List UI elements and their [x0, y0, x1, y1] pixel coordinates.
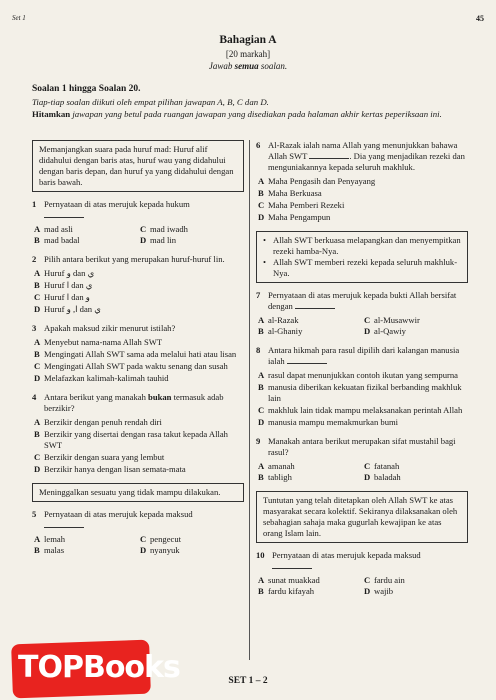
stimulus-box-3 — [256, 231, 468, 283]
question-7: 7 Pernyataan di atas merujuk kepada bukti Allah bersifat dengan — [256, 290, 457, 311]
option-b[interactable]: B manusia diberikan kekuatan fizikal berbanding makhluk lain — [258, 382, 462, 403]
question-4-options — [32, 417, 244, 475]
option-d[interactable]: D Maha Pengampun — [258, 212, 331, 222]
option-c[interactable]: C Maha Pemberi Rezeki — [258, 200, 345, 210]
bullet-item: • Allah SWT berkuasa melapangkan dan menyempitkan rezeki hamba-Nya. — [263, 235, 461, 256]
question-6-options — [256, 176, 468, 223]
answer-blank — [44, 520, 84, 528]
topbooks-watermark — [12, 642, 180, 696]
option-d[interactable]: D manusia mampu memakmurkan bumi — [258, 417, 399, 427]
watermark-text: TOPBooks — [18, 650, 180, 685]
question-1-options — [32, 224, 244, 246]
option-d[interactable]: D al-Qawiy — [364, 326, 406, 336]
option-a[interactable]: A Huruf و dan ي — [34, 268, 95, 278]
option-b[interactable]: B Berzikir yang disertai dengan rasa takut kepada Allah SWT — [34, 429, 228, 450]
question-7-options — [256, 315, 468, 337]
option-b[interactable]: B malas — [34, 545, 65, 555]
option-c[interactable]: C makhluk lain tidak mampu melaksanakan perintah Allah — [258, 405, 463, 415]
left-column — [32, 140, 244, 564]
question-8-options — [256, 370, 468, 428]
option-b[interactable]: B Mengingati Allah SWT sama ada melalui hati atau lisan — [34, 349, 237, 359]
option-a[interactable]: A lemah — [34, 534, 65, 544]
instructions — [32, 97, 464, 120]
section-heading: Bahagian A — [219, 34, 277, 46]
option-b[interactable]: B tabligh — [258, 472, 292, 482]
option-a[interactable]: A al-Razak — [258, 315, 299, 325]
stimulus-box-1: Memanjangkan suara pada huruf mad: Huruf alif didahului dengan baris atas, huruf wau yang didahului dengan baris depan, dan huruf ya yang didahului dengan baris bawah. — [32, 140, 244, 192]
option-a[interactable]: A Berzikir dengan penuh rendah diri — [34, 417, 162, 427]
instruction-line-2: Hitamkan jawapan yang betul pada ruangan jawapan yang disediakan pada halaman akhir kertas peperiksaan ini. — [32, 108, 442, 119]
answer-blank — [287, 356, 327, 364]
option-d[interactable]: D wajib — [364, 586, 394, 596]
option-d[interactable]: D baladah — [364, 472, 401, 482]
question-2: 2 Pilih antara berikut yang merupakan huruf-huruf lin. — [32, 254, 225, 264]
question-3: 3 Apakah maksud zikir menurut istilah? — [32, 323, 176, 333]
option-b[interactable]: B mad badal — [34, 235, 80, 245]
option-d[interactable]: D mad lin — [140, 235, 177, 245]
marks-label: [20 markah] — [225, 49, 271, 59]
set-label: Set 1 — [12, 14, 26, 22]
option-b[interactable]: B Huruf ا dan ي — [34, 280, 93, 290]
answer-all-label: Jawab semua soalan. — [208, 61, 288, 71]
question-5-options — [32, 534, 244, 556]
option-d[interactable]: D Huruf ا, و dan ي — [34, 304, 101, 314]
option-b[interactable]: B fardu kifayah — [258, 586, 315, 596]
option-b[interactable]: B Maha Berkuasa — [258, 188, 322, 198]
answer-blank — [295, 301, 335, 309]
option-c[interactable]: C fatanah — [364, 461, 400, 471]
answer-blank — [44, 210, 84, 218]
option-c[interactable]: C Huruf ا dan و — [34, 292, 90, 302]
option-a[interactable]: A Menyebut nama-nama Allah SWT — [34, 337, 163, 347]
stimulus-box-2: Meninggalkan sesuatu yang tidak mampu dilakukan. — [32, 483, 244, 502]
option-a[interactable]: A amanah — [258, 461, 295, 471]
instruction-line-1: Tiap-tiap soalan diikuti oleh empat pilihan jawapan A, B, C dan D. — [32, 97, 269, 107]
option-d[interactable]: D Melafazkan kalimah-kalimah tauhid — [34, 373, 169, 383]
question-3-options — [32, 337, 244, 384]
question-8: 8 Antara hikmah para rasul dipilih dari kalangan manusia ialah — [256, 345, 460, 366]
question-2-options — [32, 268, 244, 315]
option-a[interactable]: A rasul dapat menunjukkan contoh ikutan yang sempurna — [258, 370, 458, 380]
right-column — [256, 140, 468, 605]
question-1: 1 Pernyataan di atas merujuk kepada hukum — [32, 199, 244, 221]
question-4: 4 Antara berikut yang manakah bukan termasuk adab berzikir? — [32, 392, 224, 413]
option-a[interactable]: A sunat muakkad — [258, 575, 320, 585]
question-10: 10 Pernyataan di atas merujuk kepada maksud — [256, 550, 468, 572]
stimulus-box-4: Tuntutan yang telah ditetapkan oleh Allah SWT ke atas masyarakat secara kolektif. Sekiranya dilaksanakan oleh sebahagian sahaja maka gugurlah kewajipan ke atas orang Islam lain. — [256, 491, 468, 543]
column-divider — [249, 140, 250, 660]
page-number: 45 — [476, 14, 484, 23]
answer-blank — [272, 561, 312, 569]
page-footer: SET 1 – 2 — [228, 676, 268, 686]
question-range-title: Soalan 1 hingga Soalan 20. — [32, 84, 141, 94]
option-c[interactable]: C Berzikir dengan suara yang lembut — [34, 452, 165, 462]
option-c[interactable]: C fardu ain — [364, 575, 405, 585]
option-c[interactable]: C pengecut — [140, 534, 182, 544]
question-9: 9 Manakah antara berikut merupakan sifat mustahil bagi rasul? — [256, 436, 456, 457]
option-b[interactable]: B al-Ghaniy — [258, 326, 303, 336]
bullet-item: • Allah SWT memberi rezeki kepada seluruh makhluk-Nya. — [263, 257, 458, 278]
option-d[interactable]: D nyanyuk — [140, 545, 180, 555]
question-5: 5 Pernyataan di atas merujuk kepada maksud — [32, 509, 244, 531]
option-a[interactable]: A Maha Pengasih dan Penyayang — [258, 176, 376, 186]
question-9-options — [256, 461, 468, 483]
question-10-options — [256, 575, 468, 597]
answer-blank — [309, 151, 349, 159]
option-c[interactable]: C Mengingati Allah SWT pada waktu senang dan susah — [34, 361, 228, 371]
option-c[interactable]: C mad iwadh — [140, 224, 188, 234]
question-6: 6 Al-Razak ialah nama Allah yang menunjukkan bahawa Allah SWT . Dia yang menjadikan rezeki dan menguniakannya kepada seluruh makhluk. — [256, 140, 465, 172]
option-a[interactable]: A mad asli — [34, 224, 73, 234]
option-c[interactable]: C al-Musawwir — [364, 315, 420, 325]
option-d[interactable]: D Berzikir hanya dengan lisan semata-mata — [34, 464, 186, 474]
